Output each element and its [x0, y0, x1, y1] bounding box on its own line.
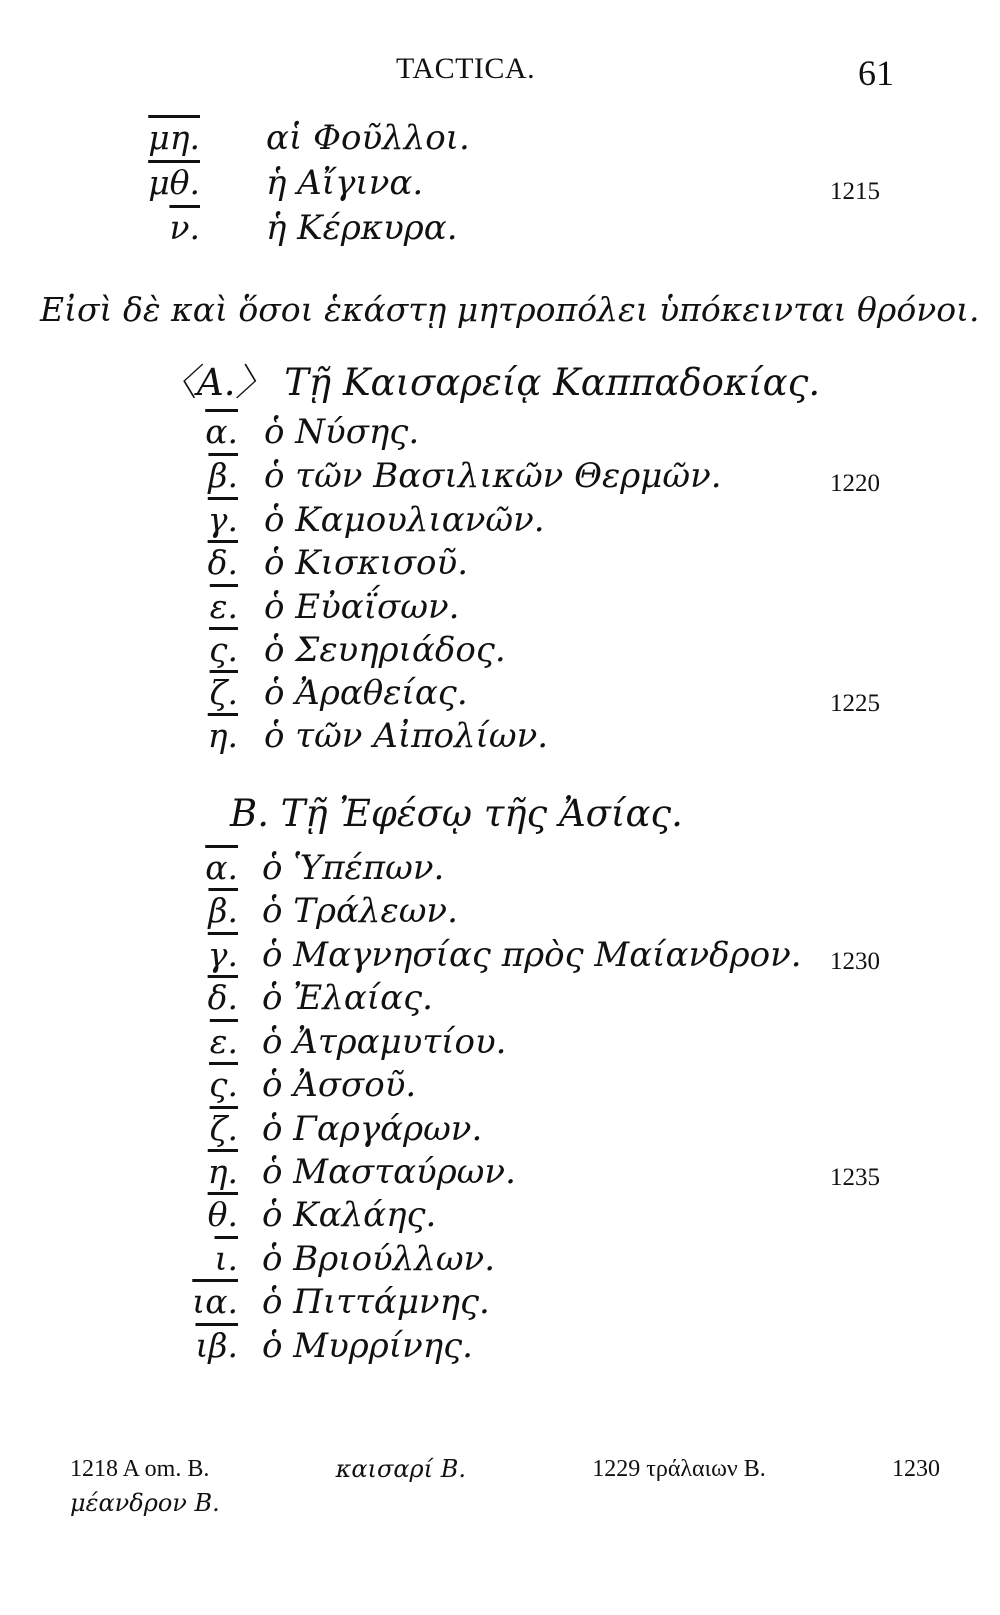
list-item: ὁ Καμουλιανῶν.: [264, 500, 545, 540]
list-item: ὁ Ὑπέπων.: [262, 848, 445, 888]
list-numeral: μθ.: [148, 163, 200, 202]
line-number: 1215: [830, 178, 880, 205]
footnotes: [70, 1452, 940, 1520]
list-numeral: γ.: [207, 935, 238, 974]
list-item: ὁ Ἀτραμυτίου.: [262, 1022, 507, 1062]
section-heading: 〈Α.〉 Τῇ Καισαρείᾳ Καππαδοκίας.: [160, 361, 821, 404]
list-numeral: η.: [207, 716, 238, 755]
footnote-meandron: μέανδρον B.: [70, 1489, 220, 1517]
list-numeral: δ.: [207, 978, 238, 1017]
list-item: ὁ Κισκισοῦ.: [264, 543, 468, 583]
list-item: ἡ Κέρκυρα.: [266, 208, 458, 248]
list-item: αἱ Φοῦλλοι.: [266, 118, 470, 158]
list-numeral: ιβ.: [195, 1326, 238, 1365]
list-item: ὁ Ἐλαίας.: [262, 978, 433, 1018]
footnote-1218: 1218 Α om. B.: [70, 1456, 210, 1482]
list-item: ὁ τῶν Αἰπολίων.: [264, 716, 549, 756]
line-number: 1225: [830, 690, 880, 717]
list-numeral: η.: [207, 1152, 238, 1191]
page-number: 61: [858, 53, 894, 93]
footnote-1230: 1230: [892, 1456, 940, 1482]
list-item: ὁ Μυρρίνης.: [262, 1326, 473, 1366]
line-number: 1235: [830, 1164, 880, 1191]
footnote-1229: 1229 τράλαιων B.: [592, 1456, 766, 1482]
list-item: ὁ Βριούλλων.: [262, 1239, 496, 1279]
section-heading: Β. Τῇ Ἐφέσῳ τῆς Ἀσίας.: [230, 792, 683, 835]
footnote-row: [70, 1452, 940, 1486]
list-numeral: ε.: [209, 1022, 238, 1061]
list-numeral: α.: [205, 848, 238, 887]
list-item: ὁ Γαργάρων.: [262, 1109, 483, 1149]
list-numeral: θ.: [207, 1195, 238, 1234]
list-numeral: ς.: [209, 1065, 238, 1104]
footnote-row: [70, 1486, 940, 1520]
list-item: ὁ Πιττάμνης.: [262, 1282, 490, 1322]
running-title: TACTICA.: [396, 52, 536, 85]
list-item: ὁ Μασταύρων.: [262, 1152, 516, 1192]
list-item: ὁ Τράλεων.: [262, 891, 458, 931]
list-item: ὁ Σευηριάδος.: [264, 630, 506, 670]
list-numeral: α.: [205, 412, 238, 451]
list-numeral: γ.: [207, 500, 238, 539]
list-item: ὁ Ἀσσοῦ.: [262, 1065, 417, 1105]
list-numeral: ια.: [192, 1282, 238, 1321]
list-numeral: ζ.: [209, 673, 238, 712]
list-numeral: ς.: [209, 630, 238, 669]
list-numeral: ι.: [214, 1239, 238, 1278]
list-numeral: β.: [208, 456, 238, 495]
list-item: ὁ Καλάης.: [262, 1195, 437, 1235]
line-number: 1220: [830, 470, 880, 497]
list-item: ὁ Νύσης.: [264, 412, 420, 452]
list-numeral: β.: [208, 891, 238, 930]
list-item: ὁ Ἀραθείας.: [264, 673, 468, 713]
list-numeral: ε.: [209, 587, 238, 626]
list-numeral: μη.: [148, 118, 200, 157]
footnote-kaisar: καισαρί B.: [335, 1455, 466, 1483]
list-numeral: ν.: [169, 208, 200, 247]
list-item: ὁ Εὐαΐσων.: [264, 587, 460, 627]
list-item: ὁ Μαγνησίας πρὸς Μαίανδρον.: [262, 935, 802, 975]
intro-sentence: Εἰσὶ δὲ καὶ ὅσοι ἑκάστῃ μητροπόλει ὑπόκεινται θρόνοι.: [40, 290, 980, 329]
list-numeral: δ.: [207, 543, 238, 582]
list-item: ὁ τῶν Βασιλικῶν Θερμῶν.: [264, 456, 722, 496]
list-item: ἡ Αἴγινα.: [266, 163, 424, 203]
line-number: 1230: [830, 948, 880, 975]
list-numeral: ζ.: [209, 1109, 238, 1148]
